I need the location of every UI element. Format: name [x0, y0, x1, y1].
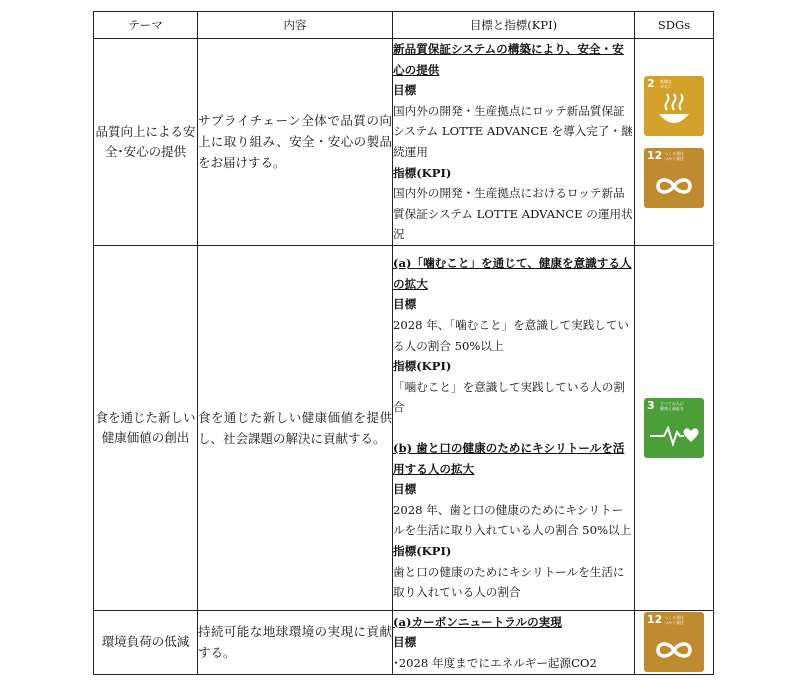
target-label: 目標 — [393, 297, 417, 312]
header-row — [94, 12, 714, 39]
header-sdgs: SDGs — [635, 12, 714, 39]
sdg-3-good-health-icon: 3 すべての人に 健康と福祉を — [644, 398, 704, 458]
goal-heading: (a)カーボンニュートラルの実現 — [393, 614, 562, 629]
kpi-label: 指標(KPI) — [393, 543, 452, 558]
sdg-2-zero-hunger-icon: 2 飢餓を ゼロに — [644, 76, 704, 136]
theme-cell: 環境負荷の低減 — [94, 610, 198, 674]
kpi-label: 指標(KPI) — [393, 359, 452, 374]
target-text: 国内外の開発・生産拠点にロッテ新品質保証システム LOTTE ADVANCE を導入完了・継続運用 — [393, 103, 633, 159]
bowl-icon — [644, 76, 704, 136]
target-text: ･2028 年度までにエネルギー起源CO2 — [393, 655, 597, 670]
goal-heading: (b) 歯と口の健康のためにキシリトールを活用する人の拡大 — [393, 440, 625, 476]
sdg-12-responsible-consumption-icon: 12 つくる責任 つかう責任 — [644, 148, 704, 208]
kpi-text: 国内外の開発・生産拠点におけるロッテ新品質保証システム LOTTE ADVANCE の運用状況 — [393, 186, 633, 242]
content-cell: サプライチェーン全体で品質の向上に取り組み、安全・安心の製品をお届けする。 — [198, 39, 393, 246]
infinity-icon — [644, 148, 704, 208]
heartbeat-icon — [644, 398, 704, 458]
content-cell: 持続可能な地球環境の実現に貢献する。 — [198, 610, 393, 674]
theme-cell: 食を通じた新しい健康価値の創出 — [94, 245, 198, 610]
table-row — [94, 39, 714, 246]
header-theme: テーマ — [94, 12, 198, 39]
target-kpi-cell — [393, 245, 635, 610]
table-row — [94, 245, 714, 610]
sdg-12-responsible-consumption-icon: 12 つくる責任 つかう責任 — [644, 612, 704, 672]
sdgs-cell — [635, 39, 714, 246]
kpi-label: 指標(KPI) — [393, 165, 452, 180]
content-cell: 食を通じた新しい健康価値を提供し、社会課題の解決に貢献する。 — [198, 245, 393, 610]
spacer — [393, 418, 634, 438]
sdgs-cell — [635, 610, 714, 674]
goal-heading: (a)「噛むこと」を通じて、健康を意識する人の拡大 — [393, 256, 632, 291]
target-label: 目標 — [393, 635, 417, 650]
target-text: 2028 年、「噛むこと」を意識して実践している人の割合 50%以上 — [393, 317, 630, 353]
header-target-kpi: 目標と指標(KPI) — [393, 12, 635, 39]
table-row — [94, 610, 714, 674]
target-label: 目標 — [393, 83, 417, 98]
kpi-text: 「噛むこと」を意識して実践している人の割合 — [393, 379, 625, 415]
target-label: 目標 — [393, 482, 417, 497]
target-kpi-cell — [393, 610, 635, 674]
target-text: 2028 年、歯と口の健康のためにキシリトールを生活に取り入れている人の割合 50%以上 — [393, 502, 632, 538]
sustainability-kpi-table — [93, 11, 714, 675]
goal-heading: 新品質保証システムの構築により、安全・安心の提供 — [393, 42, 624, 77]
kpi-text: 歯と口の健康のためにキシリトールを生活に取り入れている人の割合 — [393, 564, 625, 600]
sdgs-cell — [635, 245, 714, 610]
header-content: 内容 — [198, 12, 393, 39]
target-kpi-cell — [393, 39, 635, 246]
theme-cell: 品質向上による安全･安心の提供 — [94, 39, 198, 246]
infinity-icon — [644, 612, 704, 672]
